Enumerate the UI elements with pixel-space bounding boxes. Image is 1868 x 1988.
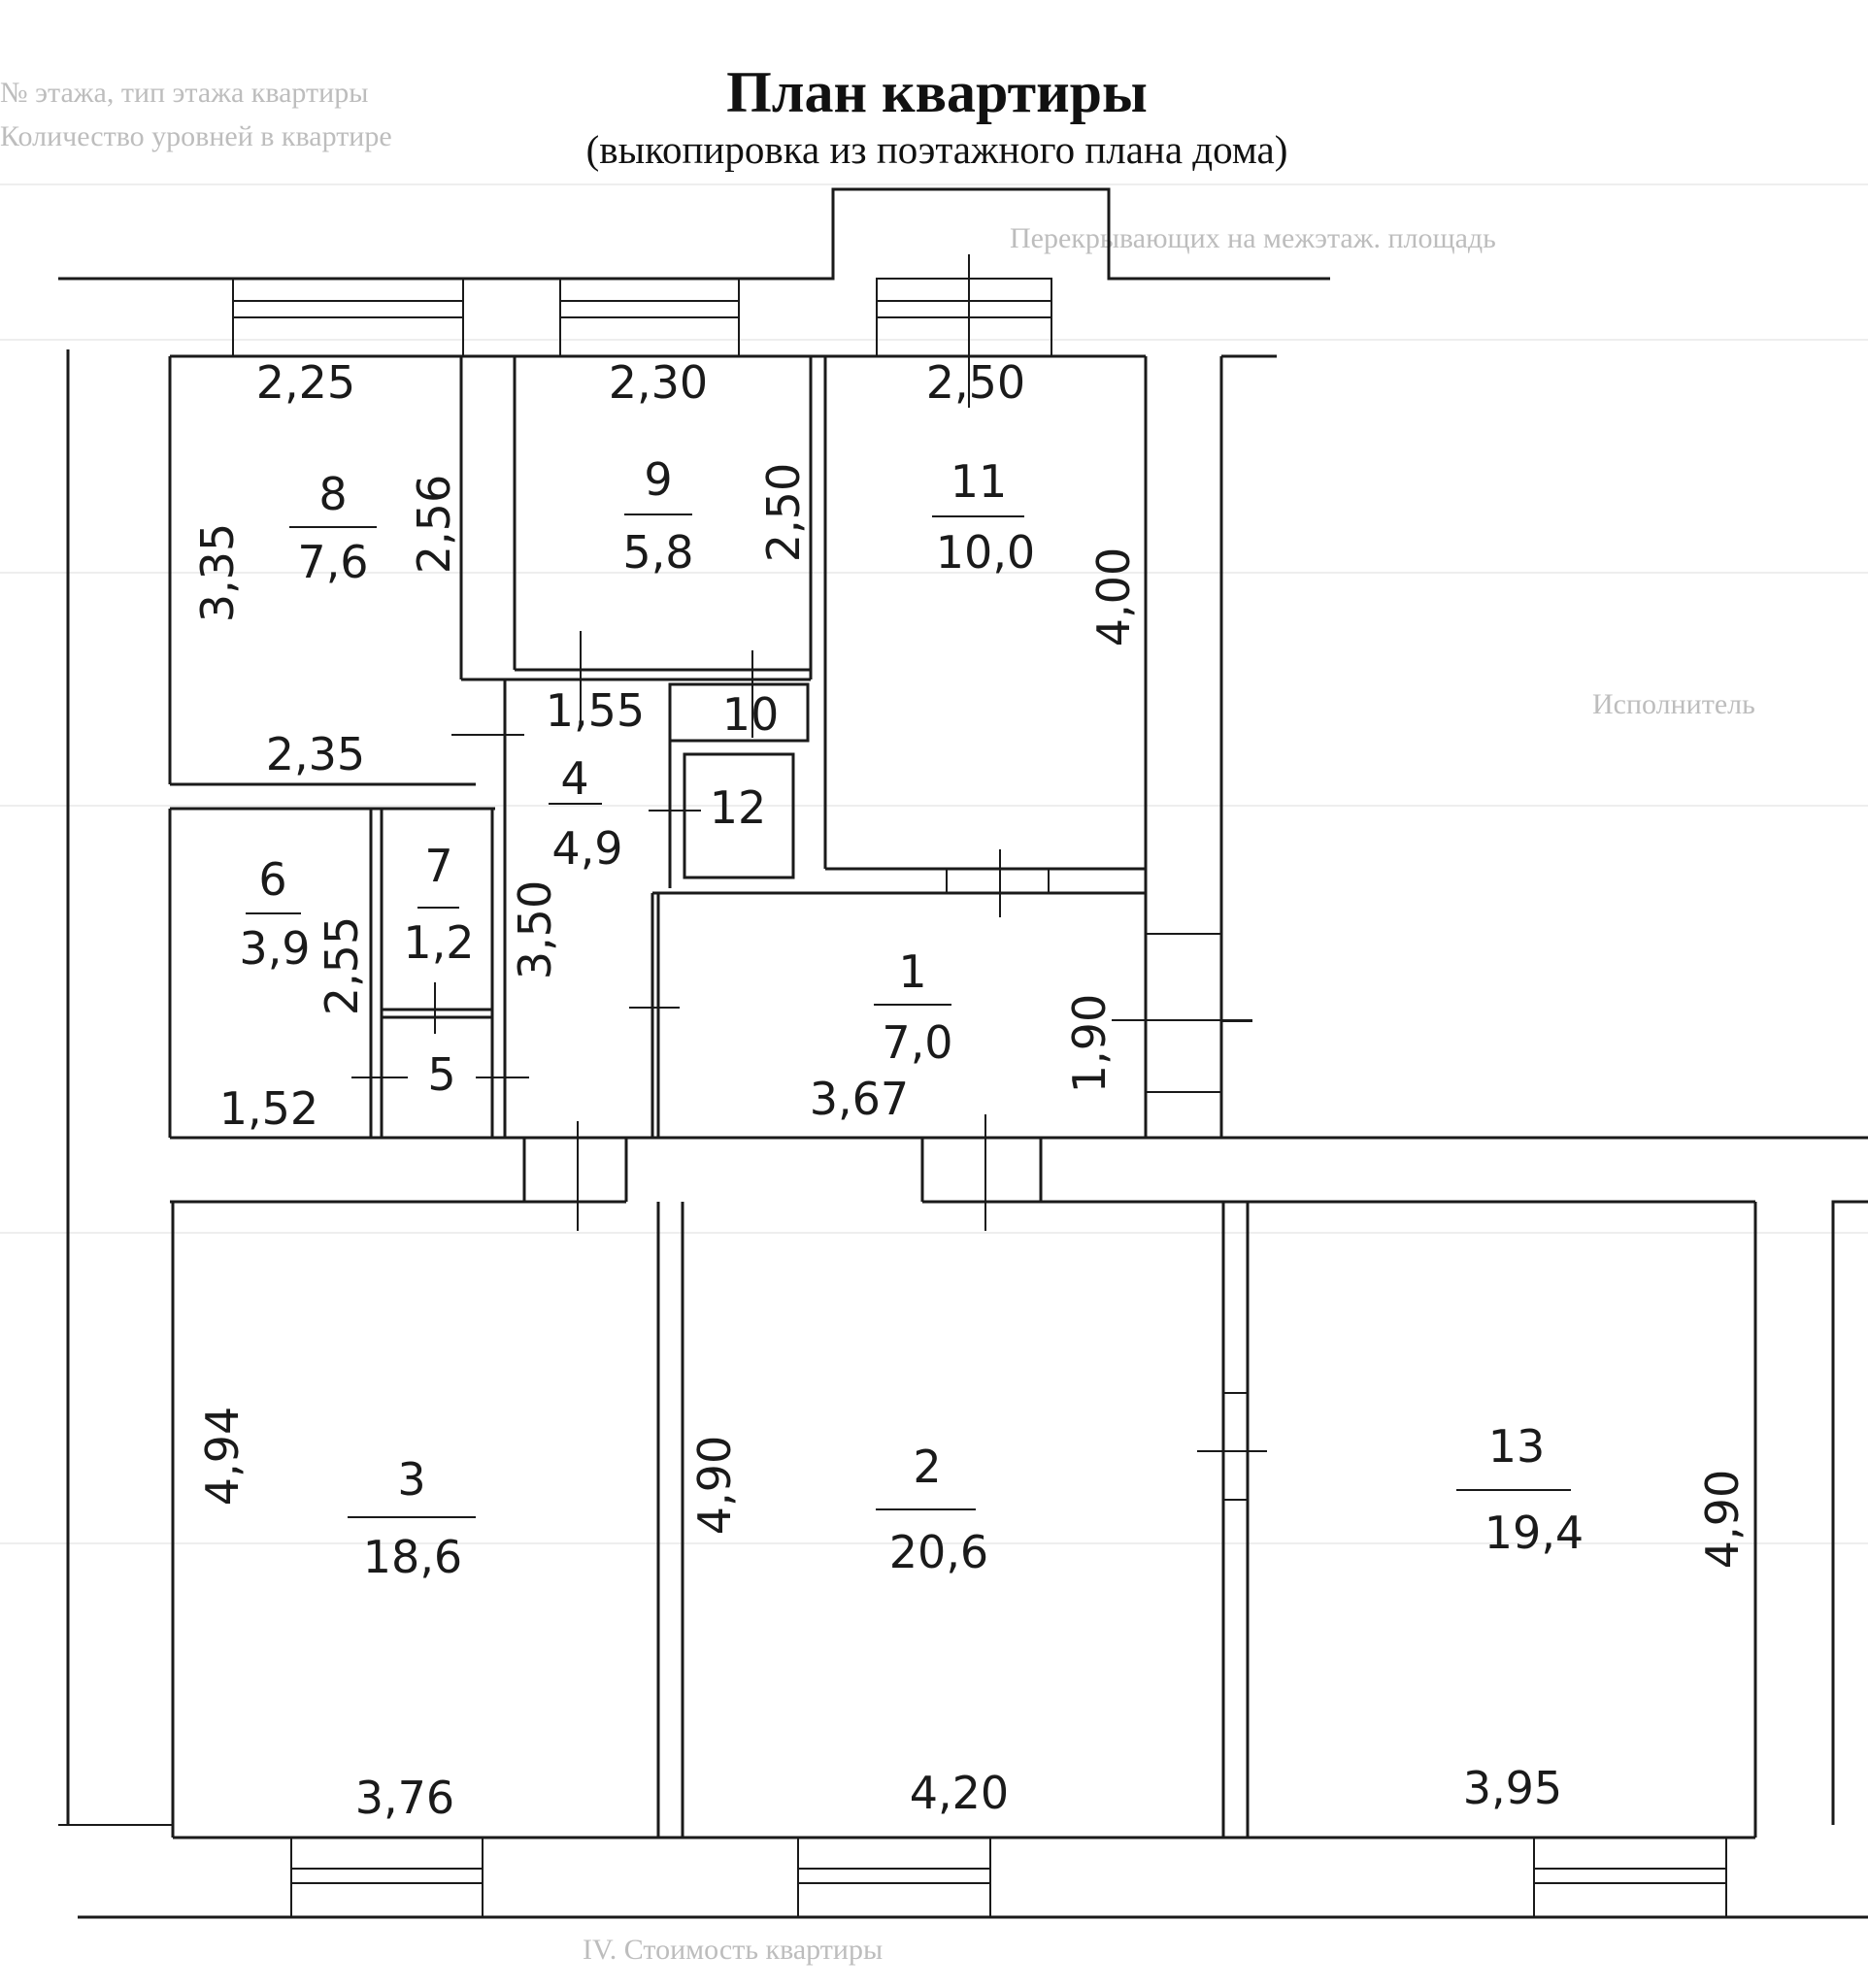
dim-4-00: 4,00 [1087, 547, 1140, 647]
window-bottom-2 [798, 1838, 990, 1917]
room-1-area: 7,0 [882, 1016, 953, 1069]
ghost-line-2: Количество уровней в квартире [0, 120, 392, 152]
room-3-number: 3 [397, 1453, 426, 1506]
walls [58, 189, 1868, 1917]
dim-1-55: 1,55 [545, 684, 646, 737]
room-8-area: 7,6 [297, 536, 369, 588]
ghost-line-4: Исполнитель [1592, 688, 1755, 720]
dim-3-76: 3,76 [354, 1772, 455, 1824]
dim-3-35: 3,35 [191, 522, 244, 623]
dim-2-30: 2,30 [608, 356, 709, 409]
room-4-number: 4 [560, 752, 589, 805]
room-7-area: 1,2 [403, 916, 475, 969]
room-1-number: 1 [898, 945, 927, 998]
dim-4-90-right: 4,90 [1696, 1469, 1749, 1570]
dim-2-50-top: 2,50 [925, 356, 1026, 409]
dim-4-20: 4,20 [909, 1767, 1010, 1819]
room-11-area: 10,0 [935, 526, 1036, 579]
dim-4-94: 4,94 [196, 1406, 249, 1507]
ghost-line-5: IV. Стоимость квартиры [583, 1934, 884, 1966]
ghost-line-3: Перекрывающих на межэтаж. площадь [1010, 222, 1496, 254]
room-7-number: 7 [424, 840, 453, 892]
plan-subtitle: (выкопировка из поэтажного плана дома) [585, 127, 1288, 172]
room-2-number: 2 [913, 1441, 942, 1493]
dim-2-25: 2,25 [255, 356, 356, 409]
room-numbers [258, 453, 1545, 1506]
dim-4-90-middle: 4,90 [688, 1435, 741, 1536]
dim-3-67: 3,67 [809, 1073, 910, 1125]
window-bottom-1 [291, 1838, 483, 1917]
dim-1-52: 1,52 [218, 1082, 319, 1135]
ghost-line-1: № этажа, тип этажа квартиры [0, 77, 369, 109]
room-12-number: 12 [709, 781, 767, 834]
room-4-area: 4,9 [551, 822, 623, 875]
room-5-number: 5 [427, 1048, 456, 1101]
dim-2-35: 2,35 [265, 728, 366, 780]
room-13-area: 19,4 [1484, 1507, 1584, 1559]
room-9-number: 9 [644, 453, 673, 506]
dim-3-50: 3,50 [509, 879, 561, 980]
room-2-area: 20,6 [888, 1526, 989, 1578]
horizontal-dimensions [219, 356, 1562, 1824]
room-6-number: 6 [258, 853, 287, 906]
room-11-number: 11 [950, 455, 1008, 508]
room-3-area: 18,6 [362, 1531, 463, 1583]
dim-2-50-vertical: 2,50 [757, 462, 810, 563]
room-13-number: 13 [1487, 1420, 1546, 1473]
room-10-number: 10 [721, 688, 780, 741]
plan-title: План квартиры [726, 60, 1148, 124]
room-6-area: 3,9 [239, 922, 311, 975]
dim-1-90: 1,90 [1063, 993, 1116, 1094]
dim-2-55: 2,55 [316, 915, 368, 1016]
dim-3-95: 3,95 [1462, 1762, 1563, 1814]
room-8-number: 8 [318, 468, 348, 520]
window-bottom-3 [1534, 1838, 1726, 1917]
dim-2-56: 2,56 [408, 474, 460, 575]
room-9-area: 5,8 [622, 526, 694, 579]
